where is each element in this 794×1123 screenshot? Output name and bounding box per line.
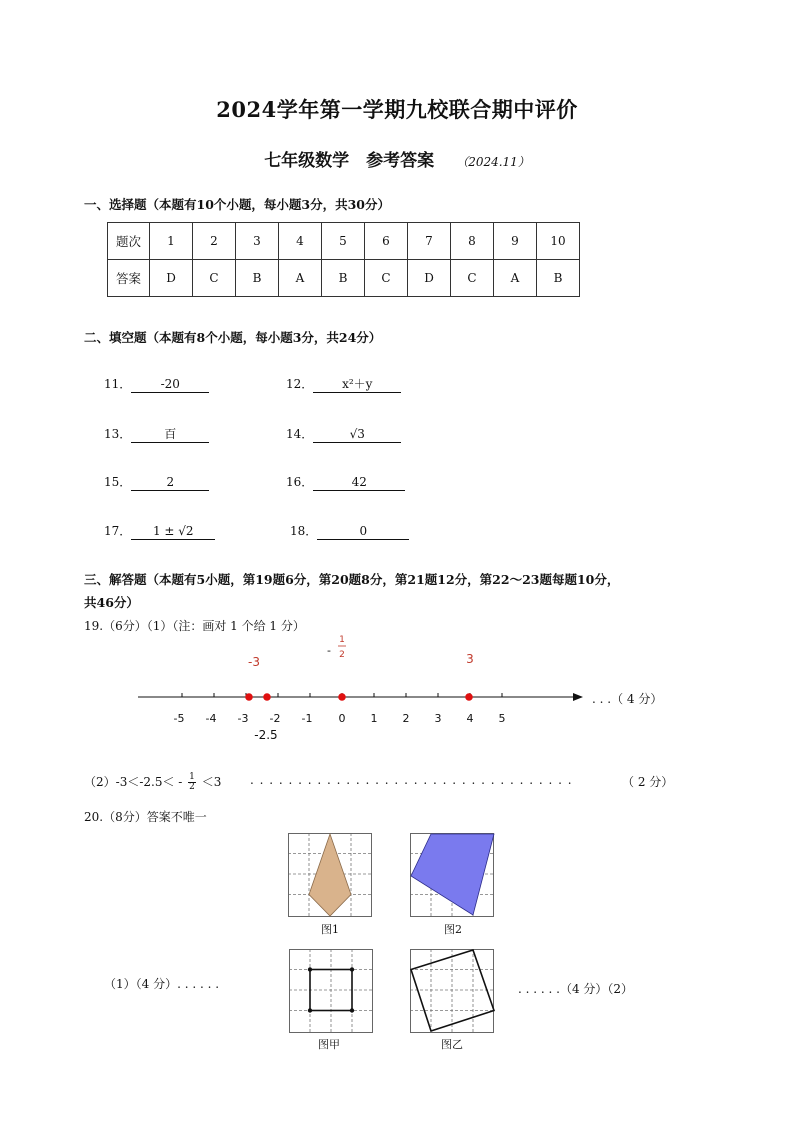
part2-dots: . . . . . . . . . . . . . . . . . . . . . . . . . . . . . . . . . . [250,773,573,787]
part2-score: （ 2 分） [622,775,674,789]
q19-part1-score: . . .（ 4 分） [592,692,663,706]
point-neg-half [338,693,346,701]
fill-label: 17． [104,524,132,538]
number-line-tick-label: 0 [338,712,346,725]
number-line-tick-label: -1 [301,712,313,725]
point-neg3 [245,693,253,701]
table-row-numbers [108,223,580,260]
fill-item-11 [104,375,209,393]
choice-answer: D [150,260,193,297]
answer-table [107,222,580,297]
fill-label: 13． [104,427,132,441]
fill-item-15 [104,473,209,491]
fill-answer: x²＋y [313,377,401,393]
label-neg-half-sign: - [327,644,331,657]
number-line-tick-label: 3 [434,712,442,725]
number-line-tick-label: 2 [402,712,410,725]
fill-label: 18． [290,524,318,538]
point-pos3 [465,693,473,701]
question-number: 8 [451,223,494,260]
part2-prefix: （2）-3＜-2.5＜ - [84,775,183,789]
tilted-square-shape [411,950,494,1031]
fill-label: 14． [286,427,314,441]
choice-answer: A [494,260,537,297]
section2-heading: 二、填空题（本题有8个小题，每小题3分，共24分） [84,330,382,345]
exam-date: （2024.11） [456,155,530,169]
figure-b-tilted-square-grid [410,949,496,1035]
fraction-numerator: 1 [189,772,195,782]
number-line [0,630,794,745]
label-pos3: 3 [466,652,474,666]
question-number: 10 [537,223,580,260]
figure-b-caption: 图乙 [441,1038,463,1051]
fill-answer: 百 [131,427,209,443]
fill-answer: 42 [313,475,405,491]
fill-label: 15． [104,475,132,489]
question-number: 1 [150,223,193,260]
page-title: 2024学年第一学期九校联合期中评价 [216,97,578,122]
choice-answer: B [322,260,365,297]
question-number: 6 [365,223,408,260]
number-line-tick-label: -5 [173,712,185,725]
label-half-denominator: 2 [339,650,345,660]
fill-label: 16． [286,475,314,489]
number-line-tick-label: 5 [498,712,506,725]
choice-answer: C [451,260,494,297]
question-number: 9 [494,223,537,260]
figure-1-caption: 图1 [321,923,339,936]
fill-item-14 [286,425,401,443]
fill-answer: -20 [131,377,209,393]
choice-answer: C [193,260,236,297]
fill-label: 12． [286,377,314,391]
point-neg2-5 [263,693,271,701]
q20-part1-note: （1）（4 分）. . . . . . [104,977,220,991]
figure-1-kite-grid [288,833,372,919]
quad-shape [411,834,494,915]
row-head-answer: 答案 [108,260,150,297]
figure-a-caption: 图甲 [318,1038,340,1051]
number-line-tick-label: 1 [370,712,378,725]
question-number: 3 [236,223,279,260]
figure-2-quad-grid [410,833,496,919]
fraction-denominator: 2 [189,782,195,792]
fill-item-13 [104,425,209,443]
fill-answer: 1 ± √2 [131,524,215,540]
fill-item-16 [286,473,405,491]
label-neg2-5: -2.5 [254,728,278,742]
label-half-numerator: 1 [339,635,345,645]
question-number: 7 [408,223,451,260]
question-number: 5 [322,223,365,260]
row-head-number: 题次 [108,223,150,260]
section3-heading-line2: 共46分） [84,595,139,610]
table-row-answers [108,260,580,297]
subtitle-text: 七年级数学 参考答案 [264,151,435,171]
number-line-tick-label: -3 [237,712,249,725]
kite-shape [309,834,351,916]
choice-answer: B [537,260,580,297]
section1-heading: 一、选择题（本题有10个小题，每小题3分，共30分） [84,197,390,212]
part2-suffix: ＜3 [201,775,222,789]
q19-part2 [84,773,221,792]
fill-label: 11． [104,377,132,391]
choice-answer: A [279,260,322,297]
q20-part2-note: . . . . . .（4 分）（2） [518,982,634,996]
question-number: 4 [279,223,322,260]
fill-item-18 [290,522,409,540]
section3-heading-line1: 三、解答题（本题有5小题，第19题6分，第20题8分，第21题12分，第22～23题每题10分， [84,572,620,587]
choice-answer: C [365,260,408,297]
number-line-tick-label: -2 [269,712,281,725]
part2-fraction [188,773,196,792]
figure-2-caption: 图2 [444,923,462,936]
fill-item-12 [286,375,401,393]
number-line-tick-label: 4 [466,712,474,725]
label-neg3: -3 [248,655,260,669]
number-line-tick-label: -4 [205,712,217,725]
choice-answer: B [236,260,279,297]
fill-answer: √3 [313,427,401,443]
q20-header: 20.（8分）答案不唯一 [84,810,207,824]
question-number: 2 [193,223,236,260]
choice-answer: D [408,260,451,297]
tick-label-group [174,712,506,725]
fill-answer: 2 [131,475,209,491]
figure-a-square-grid [289,949,373,1033]
fill-answer: 0 [317,524,409,540]
page-subtitle [0,146,794,171]
q19-header: 19.（6分）（1）（注：画对 1 个给 1 分） [84,619,305,633]
fill-item-17 [104,522,215,540]
